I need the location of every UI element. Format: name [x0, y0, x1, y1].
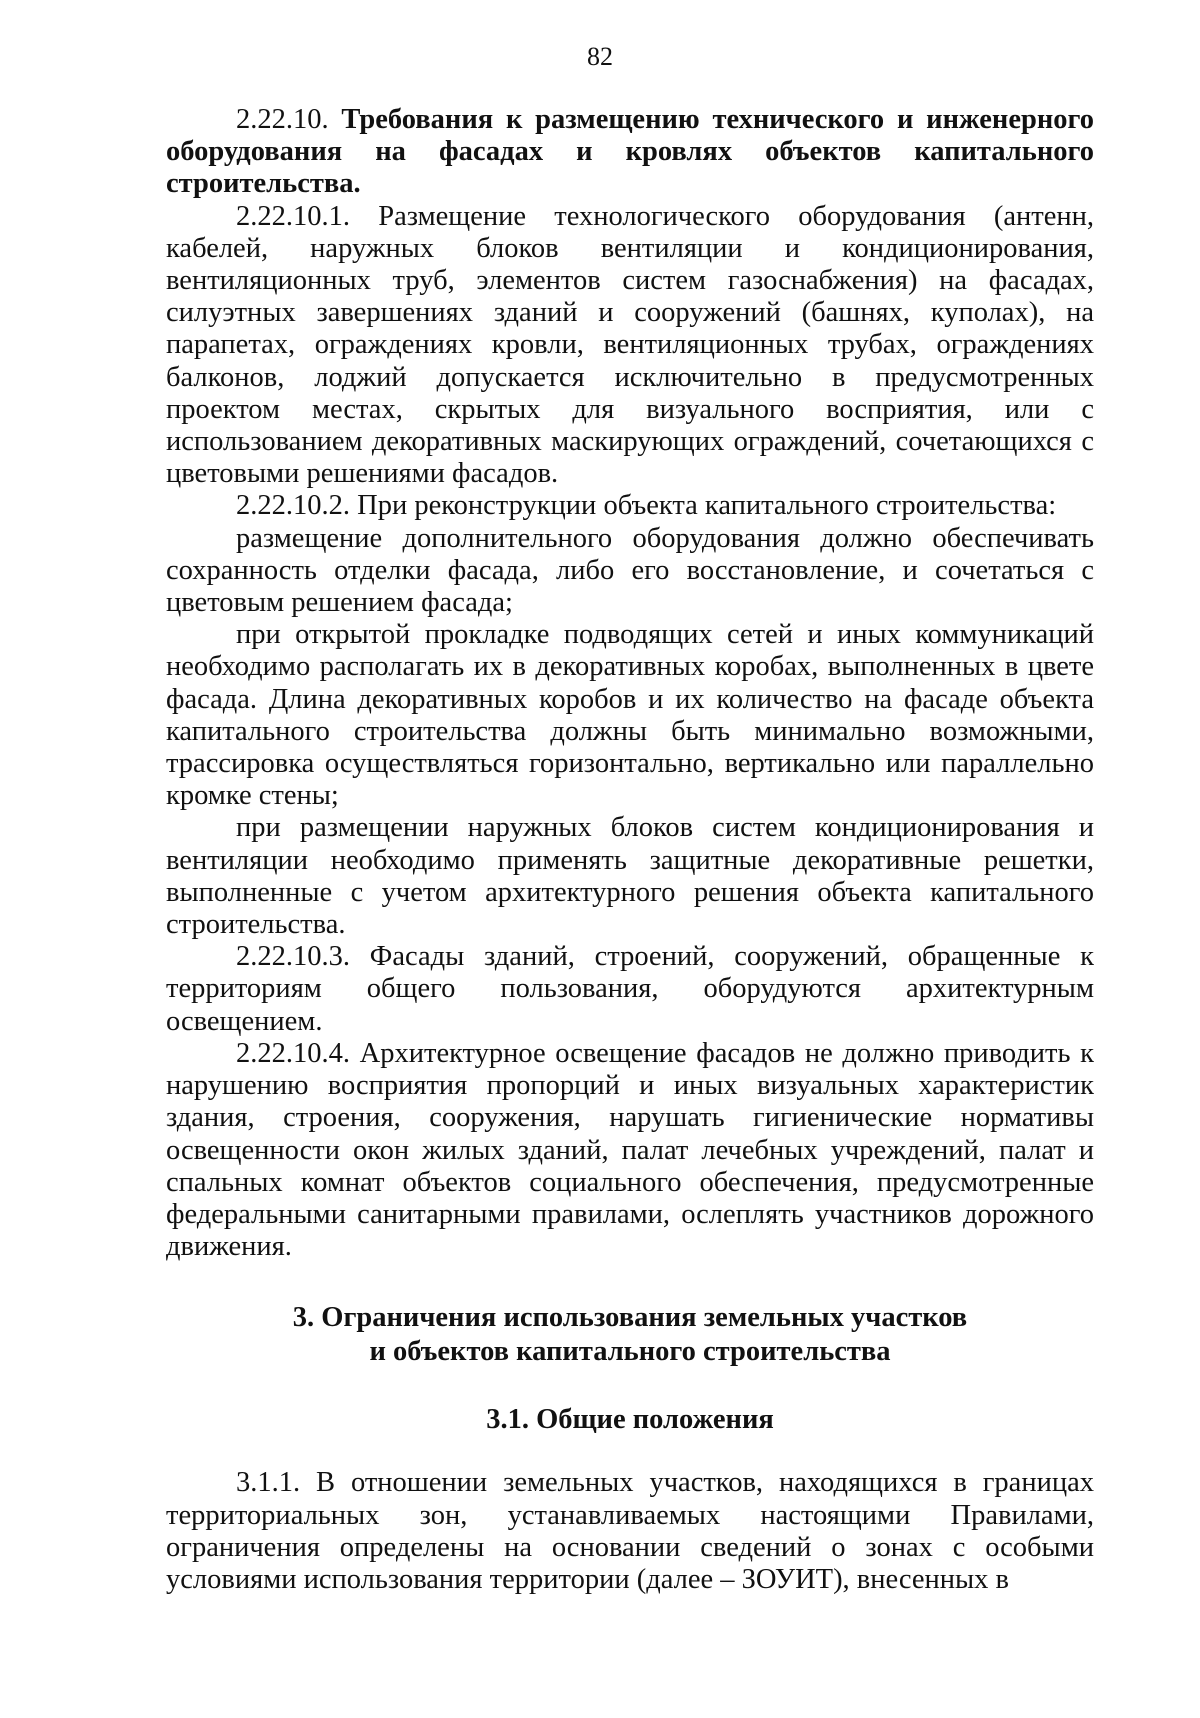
- page-number: 82: [587, 42, 613, 71]
- paragraph-3-1-1: 3.1.1. В отношении земельных участков, находящихся в границах территориальных зон, устанавливаемых настоящими Правилами, ограничения определены на основании сведений о зонах с особыми условиями использования территории (далее – ЗОУИТ), внесенных в: [166, 1467, 1094, 1595]
- paragraph-2-22-10-4: 2.22.10.4. Архитектурное освещение фасадов не должно приводить к нарушению восприятия пропорций и иных визуальных характеристик здания, строения, сооружения, нарушать гигиенические нормативы освещенности окон жилых зданий, палат лечебных учреждений, палат и спальных комнат объектов социального обеспечения, предусмотренные федеральными санитарными правилами, ослеплять участников дорожного движения.: [166, 1037, 1094, 1263]
- paragraph-open-laying: при открытой прокладке подводящих сетей и иных коммуникаций необходимо располагать их в декоративных коробах, выполненных в цвете фасада. Длина декоративных коробов и их количество на фасаде объекта капитального строительства должны быть минимально возможными, трассировка осуществляться горизонтально, вертикально или параллельно кромке стены;: [166, 619, 1094, 812]
- document-body: [166, 104, 1094, 1596]
- paragraph-2-22-10: [166, 104, 1094, 201]
- paragraph-title: Требования к размещению технического и инженерного оборудования на фасадах и кровлях объектов капитального строительства.: [166, 104, 1095, 200]
- paragraph-number: 2.22.10.: [236, 104, 329, 135]
- section-3-heading: [166, 1301, 1094, 1369]
- paragraph-2-22-10-2: 2.22.10.2. При реконструкции объекта капитального строительства:: [236, 490, 1057, 522]
- paragraph-outdoor-units: при размещении наружных блоков систем кондиционирования и вентиляции необходимо применять защитные декоративные решетки, выполненные с учетом архитектурного решения объекта капитального строительства.: [166, 812, 1094, 941]
- paragraph-placement: размещение дополнительного оборудования должно обеспечивать сохранность отделки фасада, либо его восстановление, и сочетаться с цветовым решением фасада;: [166, 522, 1094, 619]
- paragraph-2-22-10-1: 2.22.10.1. Размещение технологического оборудования (антенн, кабелей, наружных блоков вентиляции и кондиционирования, вентиляционных труб, элементов систем газоснабжения) на фасадах, силуэтных завершениях зданий и сооружений (башнях, куполах), на парапетах, ограждениях кровли, вентиляционных трубах, ограждениях балконов, лоджий допускается исключительно в предусмотренных проектом местах, скрытых для визуального восприятия, или с использованием декоративных маскирующих ограждений, сочетающихся с цветовыми решениями фасадов.: [166, 200, 1094, 490]
- paragraph-2-22-10-3: 2.22.10.3. Фасады зданий, строений, сооружений, обращенные к территориям общего пользования, оборудуются архитектурным освещением.: [166, 941, 1094, 1037]
- section-3-heading-line-2: и объектов капитального строительства: [369, 1336, 891, 1368]
- section-3-heading-line-1: 3. Ограничения использования земельных участков: [292, 1302, 968, 1334]
- section-3-1-heading: 3.1. Общие положения: [486, 1404, 774, 1436]
